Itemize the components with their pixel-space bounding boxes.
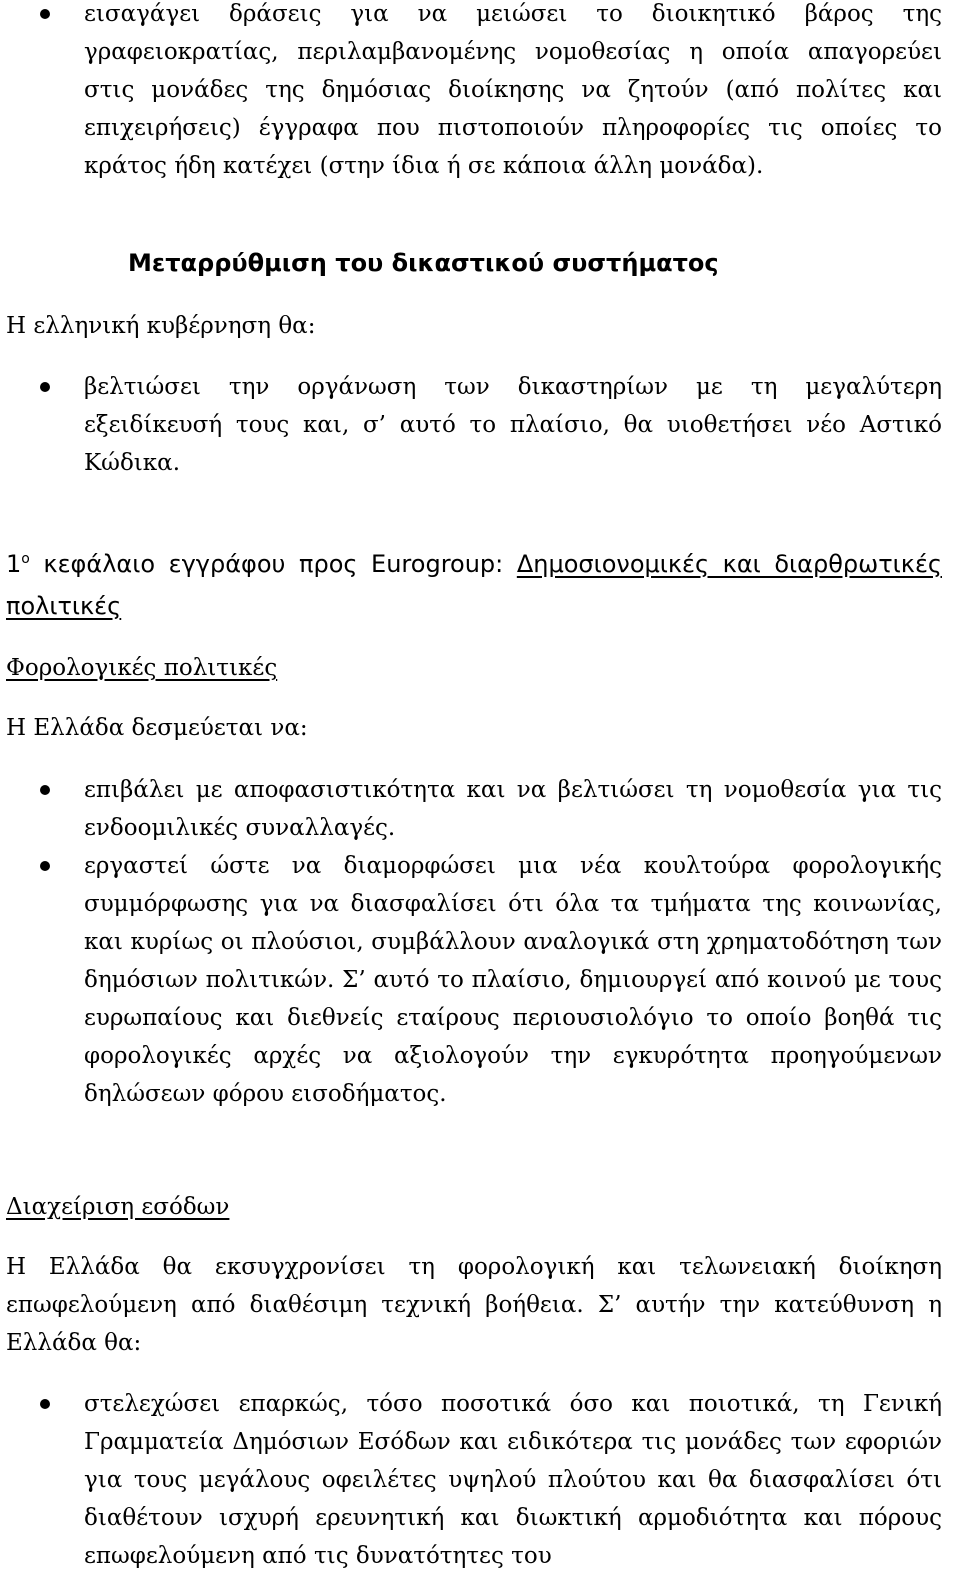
chapter-title: [6, 543, 942, 627]
list-item: βελτιώσει την οργάνωση των δικαστηρίων με τη μεγαλύτερη εξειδίκευσή τους και, σ’ αυτό το πλαίσιο, θα υιοθετήσει νέο Αστικό Κώδικα.: [0, 368, 942, 482]
list-item: στελεχώσει επαρκώς, τόσο ποσοτικά όσο και ποιοτικά, τη Γενική Γραμματεία Δημόσιων Εσόδων και ειδικότερα τις μονάδες των εφοριών για τους μεγάλους οφειλέτες υψηλού πλούτου και θα διασφαλίσει ότι διαθέτουν ισχυρή ερευνητική και διωκτική αρμοδιότητα και πόρους επωφελούμενη από τις δυνατότητες του: [0, 1385, 942, 1575]
list-item: επιβάλει με αποφασιστικότητα και να βελτιώσει τη νομοθεσία για τις ενδοομιλικές συναλλαγές.: [0, 771, 942, 847]
chapter-title-text: κεφάλαιο εγγράφου προς Eurogroup:: [29, 550, 517, 578]
section-heading-judicial: Μεταρρύθμιση του δικαστικού συστήματος: [128, 249, 719, 277]
tax-bullet-list: [0, 771, 942, 1113]
chapter-title-underlined: Δημοσιονομικές και διαρθρωτικές πολιτικές: [6, 550, 942, 620]
tax-intro: Η Ελλάδα δεσμεύεται να:: [6, 715, 308, 741]
list-item: εισαγάγει δράσεις για να μειώσει το διοικητικό βάρος της γραφειοκρατίας, περιλαμβανομένης νομοθεσίας η οποία απαγορεύει στις μονάδες της δημόσιας διοίκησης να ζητούν (από πολίτες και επιχειρήσεις) έγγραφα που πιστοποιούν πληροφορίες τις οποίες το κράτος ήδη κατέχει (στην ίδια ή σε κάποια άλλη μονάδα).: [0, 0, 942, 185]
chapter-number: 1: [6, 550, 22, 578]
revenue-bullet-list: [0, 1385, 942, 1575]
judicial-bullet-list: [0, 368, 942, 482]
revenue-intro: Η Ελλάδα θα εκσυγχρονίσει τη φορολογική και τελωνειακή διοίκηση επωφελούμενη από διαθέσιμη τεχνική βοήθεια. Σ’ αυτήν την κατεύθυνση η Ελλάδα θα:: [6, 1254, 942, 1356]
list-item: εργαστεί ώστε να διαμορφώσει μια νέα κουλτούρα φορολογικής συμμόρφωσης για να διασφαλίσει ότι όλα τα τμήματα της κοινωνίας, και κυρίως οι πλούσιοι, συμβάλλουν αναλογικά στη χρηματοδότηση των δημόσιων πολιτικών. Σ’ αυτό το πλαίσιο, δημιουργεί από κοινού με τους ευρωπαίους και διεθνείς εταίρους περιουσιολόγιο το οποίο βοηθά τις φορολογικές αρχές να αξιολογούν την εγκυρότητα προηγούμενων δηλώσεων φόρου εισοδήματος.: [0, 847, 942, 1113]
chapter-ordinal-sup: ο: [21, 551, 30, 567]
judicial-intro: Η ελληνική κυβέρνηση θα:: [6, 313, 316, 339]
section-heading-tax: Φορολογικές πολιτικές: [6, 655, 278, 681]
intro-bullet-list: [0, 0, 942, 185]
section-heading-revenue: Διαχείριση εσόδων: [6, 1194, 230, 1220]
